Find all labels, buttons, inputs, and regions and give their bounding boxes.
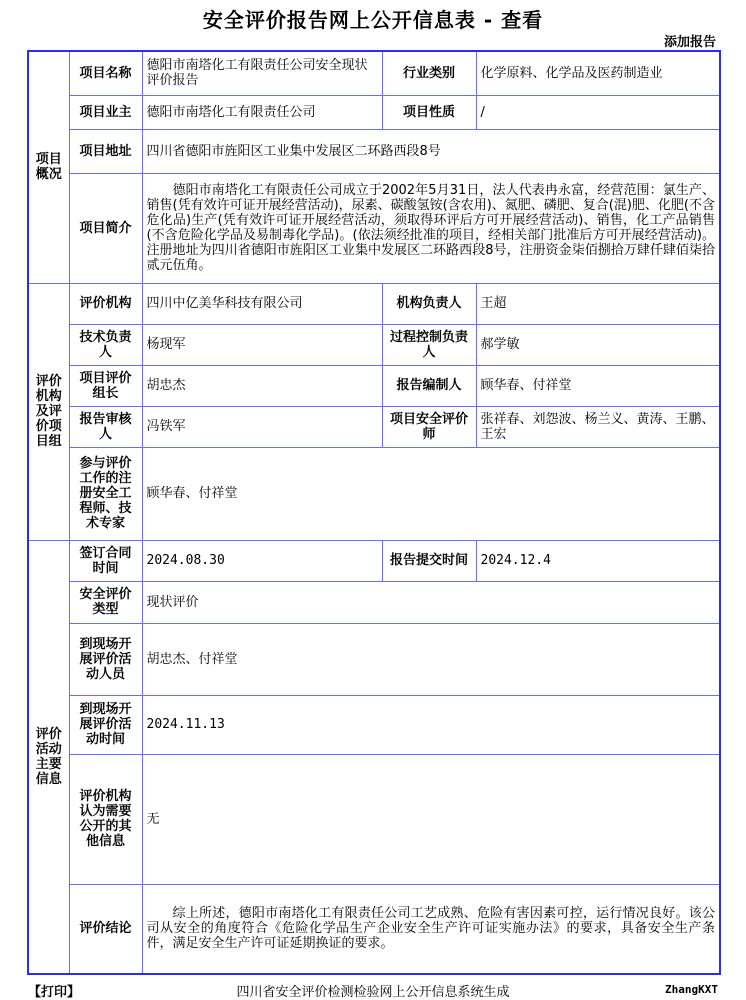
engineers-value: 顾华春、付祥堂 xyxy=(142,447,720,540)
reviewer-value: 冯铁军 xyxy=(142,406,382,447)
submit-time-label: 报告提交时间 xyxy=(382,540,476,581)
editor-value: 顾华春、付祥堂 xyxy=(476,365,720,406)
site-staff-label: 到现场开展评价活动人员 xyxy=(69,623,142,695)
conclusion-label: 评价结论 xyxy=(69,884,142,974)
type-value: 现状评价 xyxy=(142,581,720,623)
other-info-label: 评价机构认为需要公开的其他信息 xyxy=(69,754,142,884)
safety-assessor-value: 张祥春、刘怨波、杨兰义、黄涛、王鹏、王宏 xyxy=(476,406,720,447)
process-head-label: 过程控制负责人 xyxy=(382,324,476,365)
system-footer-text: 四川省安全评价检测检验网上公开信息系统生成 xyxy=(236,985,510,1000)
submit-time-value: 2024.12.4 xyxy=(476,540,720,581)
intro-value: 德阳市南塔化工有限责任公司成立于2002年5月31日，法人代表冉永富，经营范围：氯生产、销售(凭有效许可证开展经营活动)，尿素、碳酸氢铵(含农用)、氮肥、磷肥、复合(混)肥、化肥(不含危化品)生产(凭有效许可证开展经营活动，须取得环评后方可开展经营活动)、销售，化工产品销售(不含危险化学品及易制毒化学品)。(依法须经批准的项目，经相关部门批准后方可开展经营活动)。注册地址为四川省德阳市旌阳区工业集中发展区二环路西段8号，注册资金柒佰捌拾万肆仟肆佰柒拾贰元伍角。 xyxy=(142,173,720,283)
add-report-link[interactable]: 添加报告 xyxy=(663,35,716,50)
process-head-value: 郝学敏 xyxy=(476,324,720,365)
type-label: 安全评价类型 xyxy=(69,581,142,623)
team-leader-value: 胡忠杰 xyxy=(142,365,382,406)
team-leader-label: 项目评价组长 xyxy=(69,365,142,406)
contract-time-value: 2024.08.30 xyxy=(142,540,382,581)
engineers-label: 参与评价工作的注册安全工程师、技术专家 xyxy=(69,447,142,540)
owner-label: 项目业主 xyxy=(69,95,142,129)
project-name-label: 项目名称 xyxy=(69,51,142,95)
reviewer-label: 报告审核人 xyxy=(69,406,142,447)
editor-label: 报告编制人 xyxy=(382,365,476,406)
intro-label: 项目简介 xyxy=(69,173,142,283)
contract-time-label: 签订合同时间 xyxy=(69,540,142,581)
safety-assessor-label: 项目安全评价师 xyxy=(382,406,476,447)
agency-value: 四川中亿美华科技有限公司 xyxy=(142,283,382,324)
agency-head-value: 王超 xyxy=(476,283,720,324)
agency-head-label: 机构负责人 xyxy=(382,283,476,324)
agency-label: 评价机构 xyxy=(69,283,142,324)
industry-label: 行业类别 xyxy=(382,51,476,95)
tech-head-label: 技术负责人 xyxy=(69,324,142,365)
print-link[interactable]: 【打印】 xyxy=(28,985,81,1000)
address-value: 四川省德阳市旌阳区工业集中发展区二环路西段8号 xyxy=(142,129,720,173)
nature-label: 项目性质 xyxy=(382,95,476,129)
section-overview: 项目概况 xyxy=(28,51,69,283)
conclusion-value: 综上所述，德阳市南塔化工有限责任公司工艺成熟、危险有害因素可控，运行情况良好。该公司从安全的角度符合《危险化学品生产企业安全生产许可证实施办法》的要求，具备安全生产条件，满足安全生产许可证延期换证的要求。 xyxy=(142,884,720,974)
site-staff-value: 胡忠杰、付祥堂 xyxy=(142,623,720,695)
section-activity: 评价活动主要信息 xyxy=(28,540,69,974)
section-org: 评价机构及评价项目组 xyxy=(28,283,69,540)
industry-value: 化学原料、化学品及医药制造业 xyxy=(476,51,720,95)
page-title: 安全评价报告网上公开信息表 - 查看 xyxy=(202,8,544,32)
owner-value: 德阳市南塔化工有限责任公司 xyxy=(142,95,382,129)
other-info-value: 无 xyxy=(142,754,720,884)
address-label: 项目地址 xyxy=(69,129,142,173)
nature-value: / xyxy=(476,95,720,129)
footer xyxy=(0,981,746,1000)
tech-head-value: 杨现军 xyxy=(142,324,382,365)
credit-text: ZhangKXT xyxy=(665,983,718,996)
project-name: 德阳市南塔化工有限责任公司安全现状评价报告 xyxy=(142,51,382,95)
site-time-value: 2024.11.13 xyxy=(142,695,720,754)
info-table xyxy=(27,50,721,975)
site-time-label: 到现场开展评价活动时间 xyxy=(69,695,142,754)
